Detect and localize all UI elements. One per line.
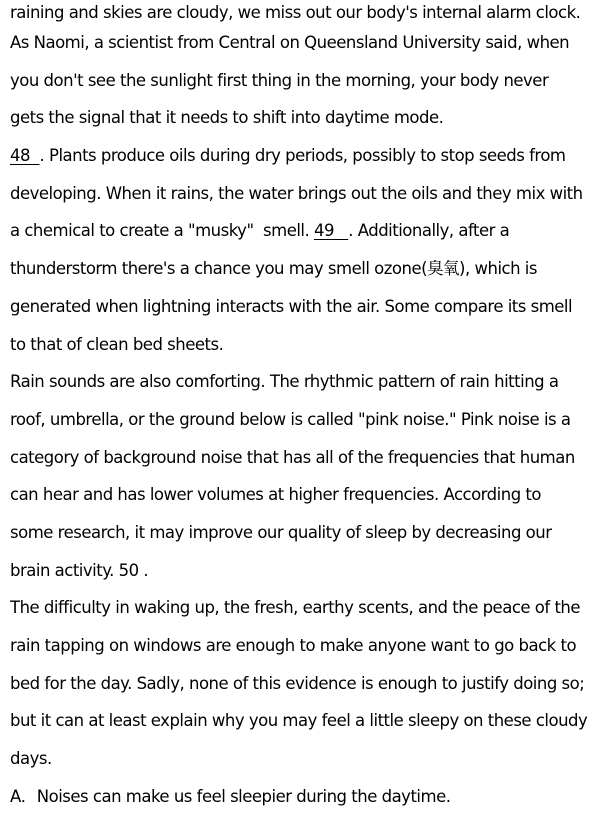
text-line-with-blank-49 (10, 218, 598, 256)
text-line-with-blank-48 (10, 143, 598, 181)
text-line: category of background noise that has all of the frequencies that human (10, 447, 575, 467)
answer-blank-49: 49 (314, 221, 349, 241)
text-line: roof, umbrella, or the ground below is called "pink noise." Pink noise is a (10, 409, 571, 429)
text-fragment: a chemical to create a "musky" smell. (10, 221, 314, 241)
text-line: but it can at least explain why you may feel a little sleepy on these cloudy (10, 711, 588, 731)
text-line: generated when lightning interacts with the air. Some compare its smell (10, 296, 573, 316)
answer-blank-48: 48 (10, 146, 40, 166)
text-line: thunderstorm there's a chance you may smell ozone(臭氧), which is (10, 259, 537, 279)
text-line: brain activity. 50 . (10, 560, 149, 580)
text-line: As Naomi, a scientist from Central on Queensland University said, when (10, 33, 570, 52)
text-line: bed for the day. Sadly, none of this evidence is enough to justify doing so; (10, 673, 585, 693)
text-line: you don't see the sunlight first thing in the morning, your body never (10, 70, 549, 90)
text-line: Rain sounds are also comforting. The rhythmic pattern of rain hitting a (10, 372, 559, 392)
text-line: rain tapping on windows are enough to make anyone want to go back to (10, 636, 577, 655)
text-line: some research, it may improve our quality of sleep by decreasing our (10, 522, 552, 542)
text-line: to that of clean bed sheets. (10, 334, 224, 354)
text-line: developing. When it rains, the water brings out the oils and they mix with (10, 183, 583, 203)
option-a: A．Noises can make us feel sleepier during the daytime. (10, 786, 451, 806)
text-line: days. (10, 749, 52, 769)
text-line: gets the signal that it needs to shift into daytime mode. (10, 108, 444, 128)
text-fragment: . Plants produce oils during dry periods, possibly to stop seeds from (39, 146, 566, 166)
text-line: The difficulty in waking up, the fresh, earthy scents, and the peace of the (10, 598, 581, 618)
text-line: raining and skies are cloudy, we miss out our body's internal alarm clock. (10, 3, 581, 22)
text-fragment: . Additionally, after a (348, 221, 510, 241)
text-line: can hear and has lower volumes at higher frequencies. According to (10, 485, 541, 505)
